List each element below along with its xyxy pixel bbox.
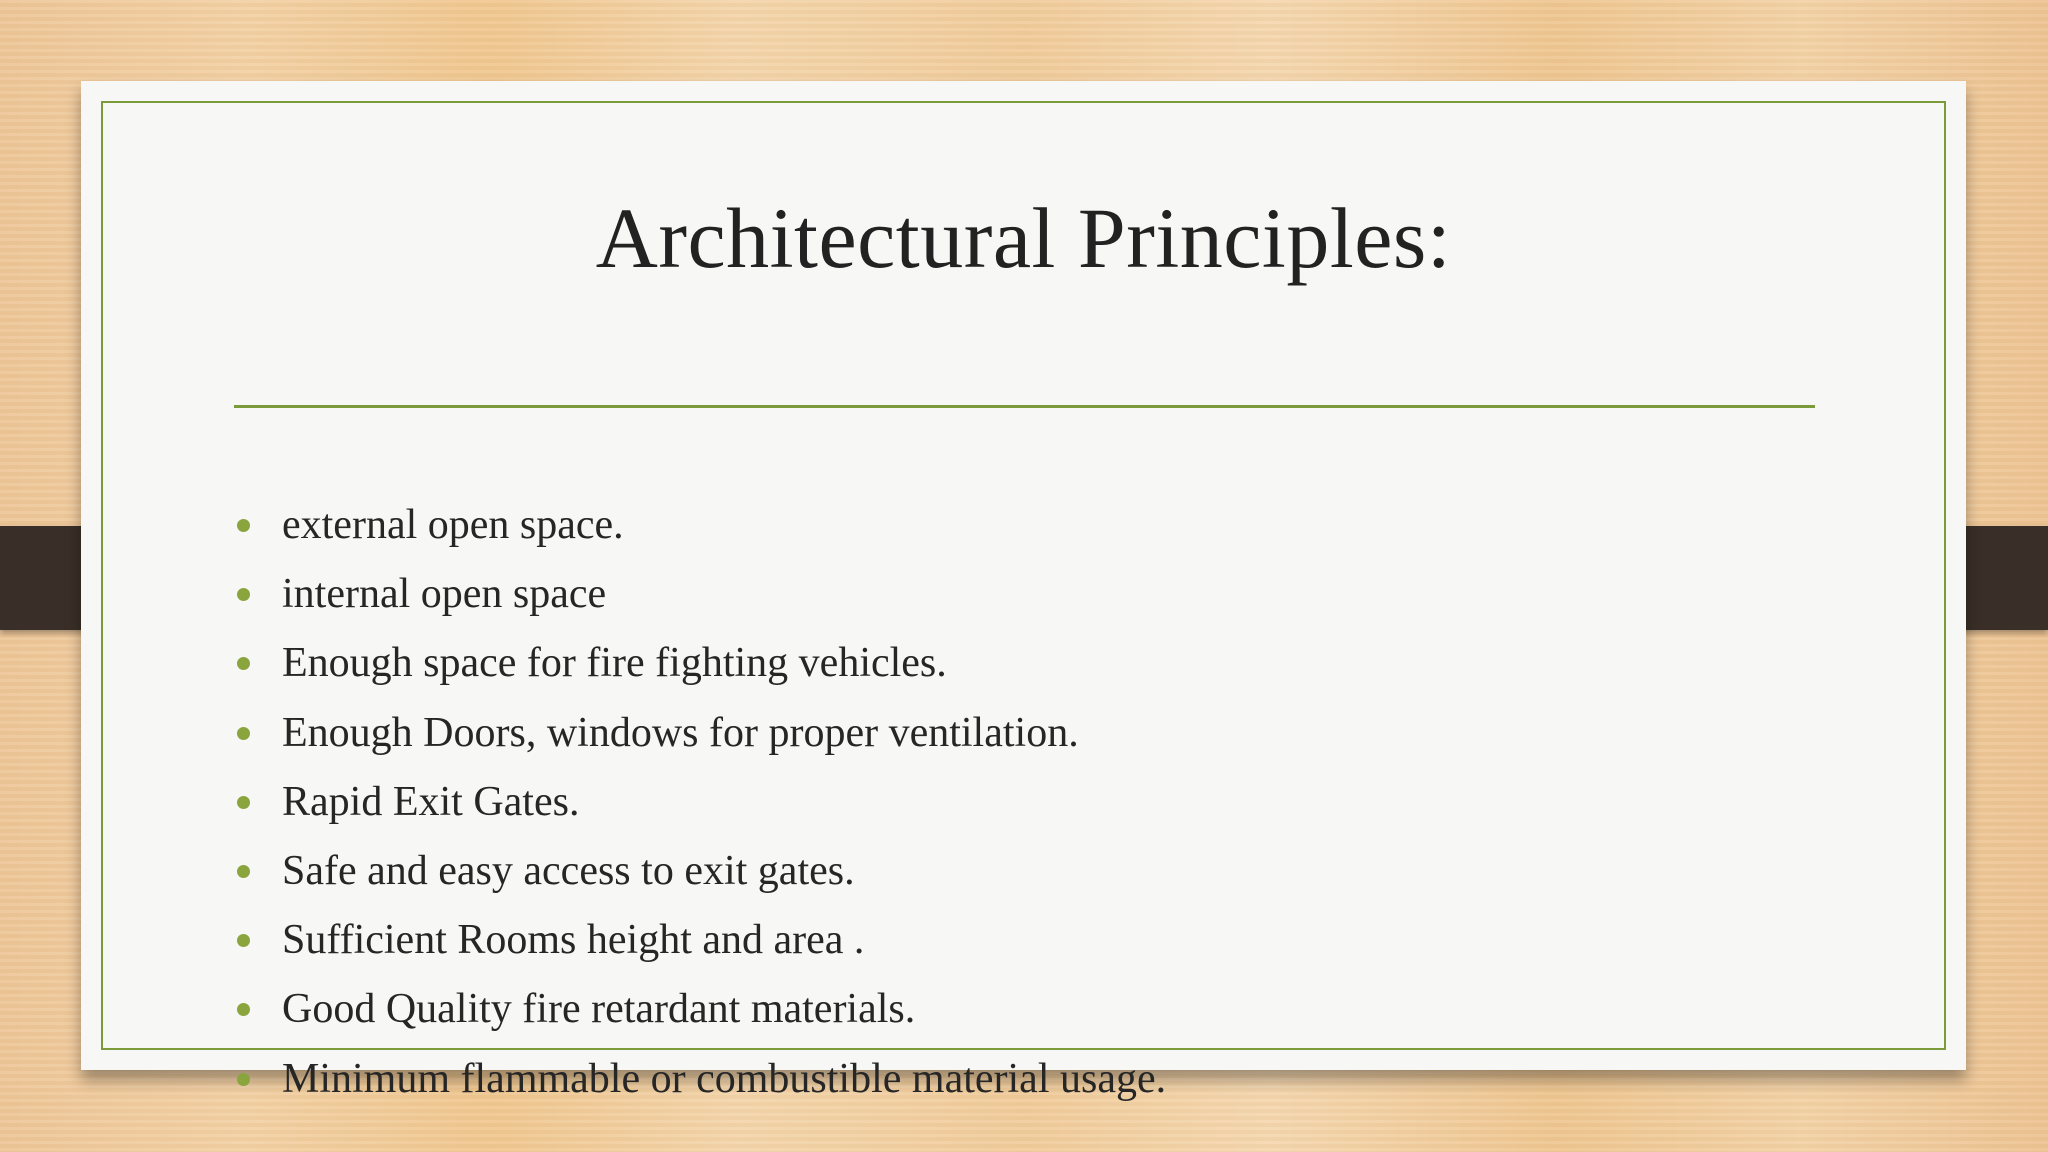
- bullet-text: internal open space: [282, 571, 607, 618]
- bullet-item: [234, 497, 1166, 566]
- bullet-text: Minimum flammable or combustible material usage.: [282, 1055, 1167, 1102]
- bullet-icon: [237, 657, 250, 670]
- bullet-list: [234, 497, 1166, 1120]
- bullet-text: Enough space for fire fighting vehicles.: [282, 640, 947, 687]
- bullet-item: [234, 635, 1166, 704]
- bullet-text: external open space.: [282, 502, 624, 548]
- bullet-icon: [237, 519, 250, 532]
- bullet-icon: [237, 934, 250, 947]
- bullet-text: Good Quality fire retardant materials.: [282, 986, 916, 1033]
- bullet-icon: [237, 727, 250, 740]
- bullet-item: [234, 1051, 1166, 1120]
- slide: [81, 81, 1966, 1102]
- bullet-item: [234, 981, 1166, 1050]
- bullet-icon: [237, 588, 250, 601]
- bullet-item: [234, 912, 1166, 981]
- bullet-icon: [237, 865, 250, 878]
- bullet-item: [234, 566, 1166, 635]
- bullet-text: Safe and easy access to exit gates.: [282, 847, 855, 894]
- bullet-icon: [237, 796, 250, 809]
- bullet-icon: [237, 1073, 250, 1086]
- slide-title: Architectural Principles:: [595, 190, 1452, 286]
- bullet-text: Sufficient Rooms height and area .: [282, 917, 865, 964]
- bullet-item: [234, 774, 1166, 843]
- bullet-text: Rapid Exit Gates.: [282, 778, 580, 825]
- bullet-icon: [237, 1003, 250, 1016]
- bullet-text: Enough Doors, windows for proper ventilation.: [282, 709, 1079, 756]
- bullet-item: [234, 705, 1166, 774]
- bullet-item: [234, 843, 1166, 912]
- title-divider: [234, 405, 1815, 408]
